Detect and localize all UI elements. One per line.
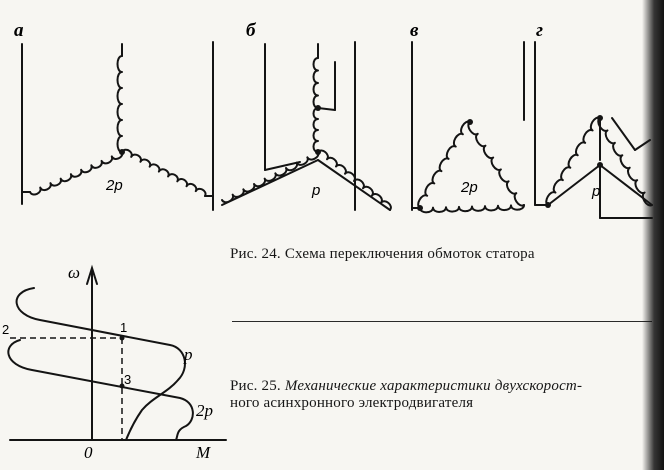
winding-label-b: p	[312, 182, 321, 199]
curve-p-label: p	[184, 345, 193, 364]
point-2-label: 2	[2, 322, 10, 337]
winding-label-v: 2p	[461, 179, 478, 196]
curve-2p	[8, 340, 193, 440]
point-3-label: 3	[124, 372, 132, 387]
fig24-caption	[230, 246, 535, 263]
curve-2p-label: 2p	[196, 401, 213, 420]
panel-letter-b: б	[246, 20, 256, 41]
fig24-caption-prefix: Рис. 24.	[230, 246, 281, 262]
fig25-caption-italic: Механические характеристики	[284, 378, 491, 394]
winding-coil	[118, 56, 123, 152]
omega-axis-label: ω	[68, 263, 81, 282]
winding-coil	[420, 205, 524, 212]
separator-line	[232, 321, 652, 322]
fig25-caption	[230, 378, 582, 412]
panel-letter-v: в	[410, 20, 419, 41]
winding-coil	[222, 152, 321, 202]
fig25-caption-rest: двухскорост-	[494, 378, 583, 394]
panel-letter-a: а	[14, 20, 24, 41]
fig25-caption-line2: ного асинхронного электродвигателя	[230, 395, 474, 411]
fig25-plot	[2, 263, 226, 462]
winding-label-g: p	[592, 183, 601, 200]
panel-letter-g: г	[536, 20, 544, 41]
winding-label-a: 2p	[106, 177, 123, 194]
fig25-caption-prefix: Рис. 25.	[230, 378, 281, 394]
origin-label: 0	[84, 443, 93, 462]
torque-axis-label: M	[196, 443, 211, 462]
winding-coil	[314, 108, 319, 152]
fig24-caption-text: Схема переключения обмоток статора	[284, 246, 535, 262]
panel-b-scheme	[222, 42, 391, 210]
page-edge-shadow	[642, 0, 664, 470]
point-1-label: 1	[120, 320, 128, 335]
winding-coil	[314, 58, 319, 108]
curve-p	[17, 288, 185, 440]
winding-coil	[122, 150, 206, 196]
